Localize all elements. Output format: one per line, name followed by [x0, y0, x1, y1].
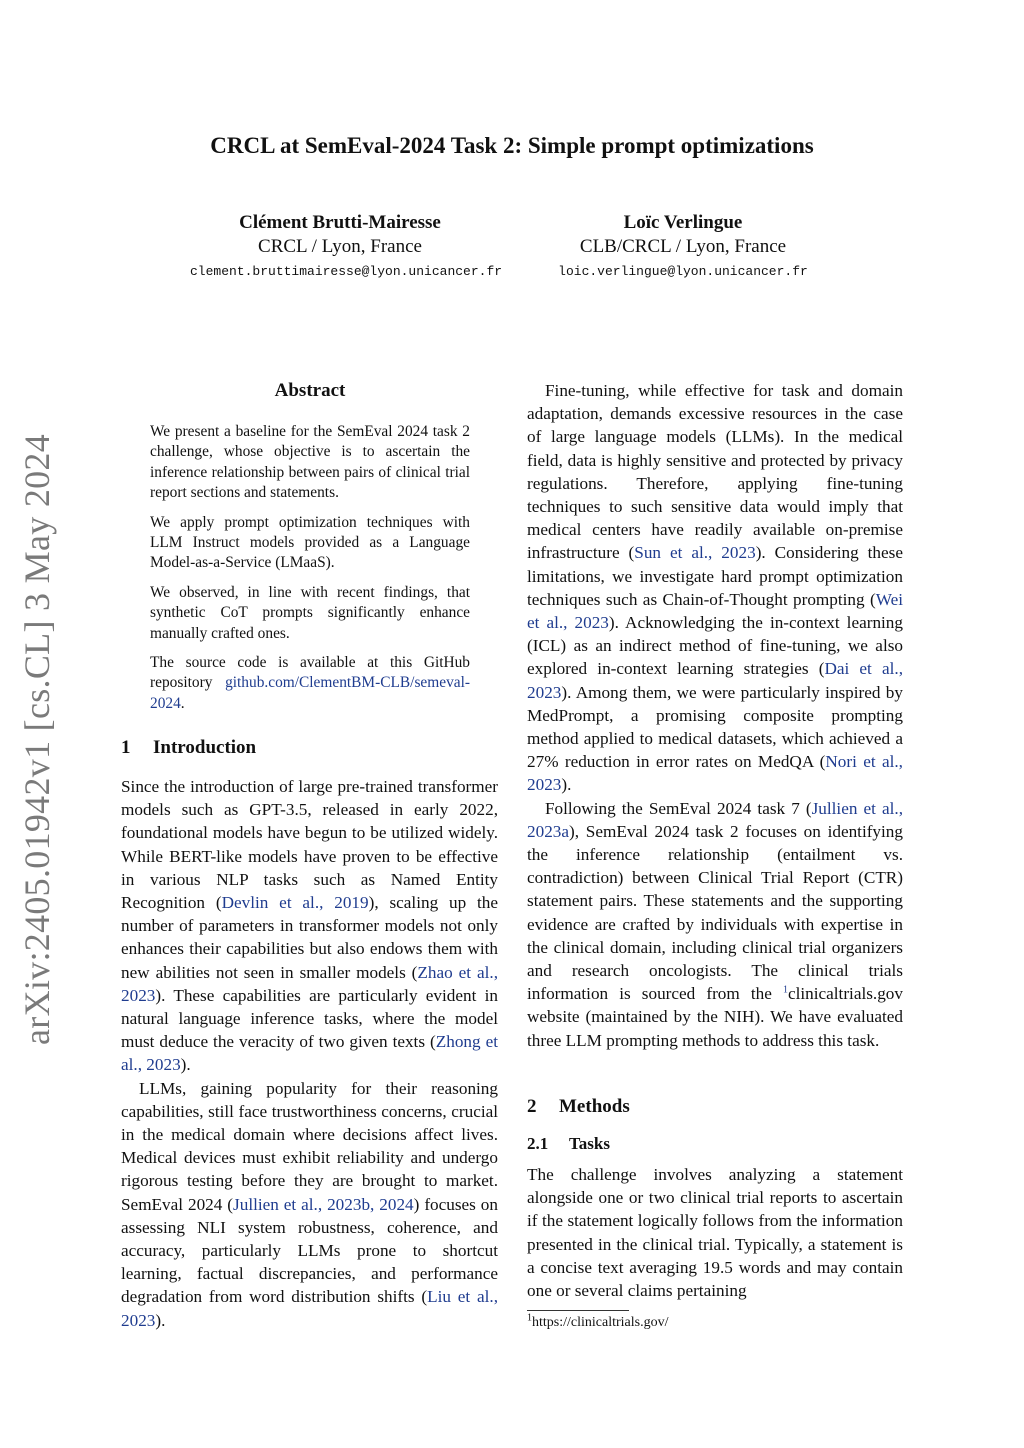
abstract-paragraph: We observed, in line with recent findings, that synthetic CoT prompts significantly enhance manually crafted ones.: [150, 583, 470, 642]
author-block-2: [533, 211, 833, 285]
citation-link[interactable]: Devlin et al., 2019: [221, 893, 369, 913]
citation-link[interactable]: Zhong et al., 2023: [121, 1032, 498, 1075]
citation-link[interactable]: Jullien et al., 2023a: [527, 798, 903, 841]
paragraph: LLMs, gaining popularity for their reasoning capabilities, still face trustworthiness concerns, crucial in the medical domain where decisions affect lives. Medical devices must exhibit reliability and undergo rigorous testing before they are brought to market. SemEval 2024 (Jullien et al., 2023b, 2024) focuses on assessing NLI system robustness, coherence, and accuracy, particularly LLMs prone to shortcut learning, factual discrepancies, and performance degradation from word distribution shifts (Liu et al., 2023).: [121, 1078, 498, 1330]
abstract-paragraph: [150, 653, 470, 714]
section-number: 2: [527, 1096, 537, 1117]
paragraph: Following the SemEval 2024 task 7 (Jullien et al., 2023a), SemEval 2024 task 2 focuses on identifying the inference relationship (entailment vs. contradiction) between Clinical Trial Report (CTR) statement pairs. These statements and the supporting evidence are crafted by individuals with expertise in the clinical domain, including clinical trial organizers and research oncologists. The clinical trials information is sourced from the $^1$clinicaltrials.gov website (maintained by the NIH). We have evaluated three LLM prompting methods to address this task.: [527, 798, 903, 1050]
citation-link[interactable]: Zhao et al., 2023: [121, 962, 499, 1005]
section-number: 1: [121, 737, 131, 758]
paper-title: CRCL at SemEval-2024 Task 2: Simple prompt optimizations: [210, 133, 814, 158]
section-heading-introduction: [121, 735, 256, 761]
subsection-number: 2.1: [527, 1134, 549, 1153]
abstract-text: The source code is available at this GitHub repository: [150, 654, 470, 692]
citation-link[interactable]: Dai et al., 2023: [527, 659, 903, 702]
citation-link[interactable]: Nori et al., 2023: [527, 752, 903, 795]
abstract-body: [150, 422, 470, 723]
author-name: Clément Brutti-Mairesse: [239, 212, 441, 233]
paragraph: Fine-tuning, while effective for task and domain adaptation, demands excessive resources in the case of large language models (LLMs). In the medical field, data is highly sensitive and protected by privacy regulations. Therefore, applying fine-tuning techniques to such sensitive data would imply that medical centers have readily available on-premise infrastructure (Sun et al., 2023). Considering these limitations, we investigate hard prompt optimization techniques such as Chain-of-Thought prompting (Wei et al., 2023). Acknowledging the in-context learning (ICL) as an indirect method of fine-tuning, we also explored in-context learning strategies (Dai et al., 2023). Among them, we were particularly inspired by MedPrompt, a promising composite prompting method applied to medical datasets, which achieved a 27% reduction in error rates on MedQA (Nori et al., 2023).: [527, 381, 903, 795]
abstract-text: .: [180, 694, 185, 712]
section-heading-methods: [527, 1094, 630, 1120]
section-title: Methods: [559, 1096, 630, 1117]
right-column-body: [527, 379, 903, 1052]
paragraph: The challenge involves analyzing a statement alongside one or two clinical trial reports to ascertain if the statement logically follows from the information presented in the clinical trial. Typically, a statement is a concise text averaging 19.5 words and may contain one or several claims pertaining: [527, 1165, 903, 1301]
author-name: Loïc Verlingue: [623, 212, 743, 233]
methods-body: [527, 1163, 903, 1302]
footnote-text: https://clinicaltrials.gov/: [532, 1315, 669, 1330]
footnote: [527, 1314, 668, 1332]
abstract-paragraph: We apply prompt optimization techniques with LLM Instruct models provided as a Language Model-as-a-Service (LMaaS).: [150, 513, 470, 572]
author-block-1: [190, 211, 503, 285]
author-email[interactable]: loic.verlingue@lyon.unicancer.fr: [558, 264, 808, 279]
citation-link[interactable]: Sun et al., 2023: [634, 543, 756, 563]
citation-link[interactable]: Liu et al., 2023: [121, 1287, 498, 1330]
abstract-heading: Abstract: [274, 380, 346, 401]
footnote-divider: [527, 1310, 629, 1311]
subsection-title: Tasks: [569, 1134, 610, 1153]
author-email[interactable]: clement.bruttimairesse@lyon.unicancer.fr: [190, 264, 503, 279]
citation-link[interactable]: Jullien et al., 2023b, 2024: [233, 1194, 414, 1214]
paragraph: Since the introduction of large pre-trained transformer models such as GPT-3.5, released in early 2022, foundational models have begun to be utilized widely. While BERT-like models have proven to be effective in various NLP tasks such as Named Entity Recognition (Devlin et al., 2019), scaling up the number of parameters in transformer models not only enhances their capabilities but also endows them with new abilities not seen in smaller models (Zhao et al., 2023). These capabilities are particularly evident in natural language inference tasks, where the model must deduce the veracity of two given texts (Zhong et al., 2023).: [121, 777, 499, 1075]
subsection-heading-tasks: [527, 1132, 610, 1156]
citation-link[interactable]: Wei et al., 2023: [527, 589, 903, 633]
left-column-body: [121, 775, 498, 1332]
author-affiliation: CLB/CRCL / Lyon, France: [579, 236, 787, 257]
github-link[interactable]: github.com/ClementBM-CLB/semeval-2024: [150, 674, 470, 712]
abstract-paragraph: We present a baseline for the SemEval 2024 task 2 challenge, whose objective is to ascertain the inference relationship between pairs of clinical trial report sections and statements.: [150, 423, 470, 502]
footnote-marker[interactable]: 1: [782, 984, 788, 996]
section-title: Introduction: [153, 737, 257, 758]
arxiv-identifier: arXiv:2405.01942v1 [cs.CL] 3 May 2024: [17, 433, 57, 1045]
author-affiliation: CRCL / Lyon, France: [258, 236, 422, 257]
footnote-mark: 1: [527, 1312, 532, 1324]
